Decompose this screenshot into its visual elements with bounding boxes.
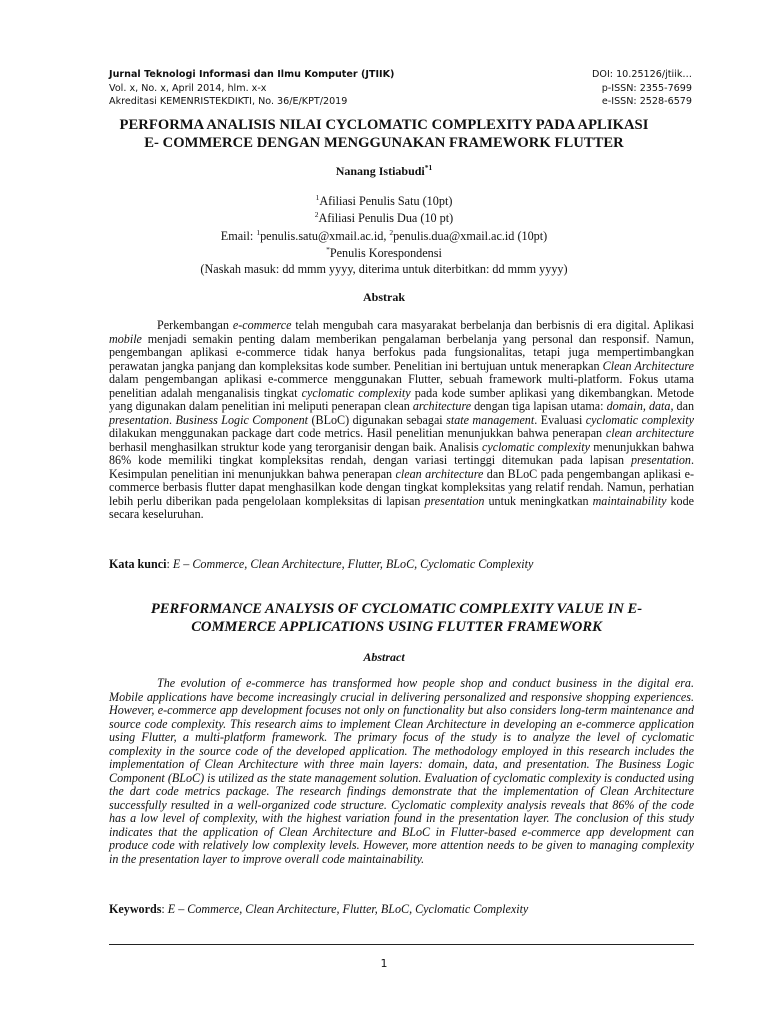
paper-title [100, 116, 668, 152]
abstrak-text: berhasil menghasilkan struktur kode yang terorganisir dengan baik. Analisis [109, 439, 482, 454]
abstrak-heading: Abstrak [362, 290, 405, 304]
abstrak-text: . Kesimpulan penelitian ini menunjukkan bahwa penerapan [109, 453, 694, 481]
email-1-sup: 1 [256, 227, 261, 237]
journal-name: Jurnal Teknologi Informasi dan Ilmu Komputer (JTIIK) [109, 69, 395, 80]
author-name: Nanang Istiabudi [335, 164, 425, 178]
paper-title-line-1: PERFORMA ANALISIS NILAI CYCLOMATIC COMPLEXITY PADA APLIKASI [119, 117, 649, 133]
abstrak-text: menunjukkan bahwa 86% kode memiliki tingkat kompleksitas rendah, dengan variasi tertinggi ditemukan pada lapisan [109, 439, 694, 467]
abstrak-italic: cyclomatic complexity [301, 385, 411, 400]
email-2-sup: 2 [389, 227, 394, 237]
abstrak-text: dilakukan menggunakan package dart code metrics. Hasil penelitian menunjukkan bahwa penerapan [109, 426, 606, 440]
doi: DOI: 10.25126/jtiik… [592, 69, 692, 80]
volume-info: Vol. x, No. x, April 2014, hlm. x-x [109, 82, 267, 94]
abstrak-text: dan [673, 399, 695, 413]
abstrak-italic: domain, data, [606, 399, 674, 413]
abstrak-italic: clean architecture [605, 426, 694, 440]
abstrak-italic: state management [446, 412, 535, 427]
affiliation-1: Afiliasi Penulis Satu (10pt) [319, 194, 453, 209]
abstrak-italic: cyclomatic complexity [481, 439, 591, 454]
affiliation-1-sup: 1 [315, 193, 320, 202]
accreditation: Akreditasi KEMENRISTEKDIKTI, No. 36/E/KPT/2019 [109, 96, 348, 107]
abstrak-italic: Business Logic Component [175, 412, 309, 427]
english-title-line-1: PERFORMANCE ANALYSIS OF CYCLOMATIC COMPLEXITY VALUE IN E- [150, 601, 643, 617]
abstract-heading: Abstract [363, 650, 405, 664]
author-sup: *1 [424, 163, 433, 172]
kata-kunci-value: E – Commerce, Clean Architecture, Flutter, BLoC, Cyclomatic Complexity [172, 557, 534, 571]
abstract-body [109, 677, 694, 866]
email-2: penulis.dua@xmail.ac.id (10pt) [393, 228, 548, 243]
abstrak-text: untuk meningkatkan [484, 493, 593, 508]
page-number: 1 [380, 957, 388, 970]
affiliation-2-sup: 2 [314, 210, 319, 220]
abstrak-text: menjadi semakin penting dalam memberikan pengalaman berbelanja yang personal dan responsif. Namun, pengembangan aplikasi e-commerce tidak hanya berfokus pada fungsionalitas, tetapi juga mempertimbangkan perawatan jangka panjang dan kompleksitas kode sumber. Penelitian ini bertujuan untuk menerapkan [109, 331, 694, 373]
paper-title-line-2: E- COMMERCE DENGAN MENGGUNAKAN FRAMEWORK FLUTTER [144, 135, 624, 151]
keywords-colon: : [161, 902, 168, 916]
abstrak-text: dalam pengembangan aplikasi e-commerce menggunakan Flutter, sebuah framework multi-platform. Fokus utama penelitian adalah menganalisis tingkat [109, 372, 694, 400]
abstrak-body [109, 319, 694, 522]
kata-kunci-label: Kata kunci [109, 557, 167, 571]
english-title-line-2: COMMERCE APPLICATIONS USING FLUTTER FRAMEWORK [191, 619, 602, 635]
keywords-label: Keywords [109, 902, 162, 916]
abstrak-text: telah mengubah cara masyarakat berbelanja dan berbisnis di era digital. Aplikasi [291, 318, 694, 332]
keywords-value: E – Commerce, Clean Architecture, Flutter, BLoC, Cyclomatic Complexity [167, 902, 529, 916]
e-issn: e-ISSN: 2528-6579 [601, 96, 692, 107]
email-1: penulis.satu@xmail.ac.id, [260, 228, 390, 243]
footer-divider [109, 944, 694, 945]
author [0, 163, 768, 179]
abstrak-italic: maintainability [592, 493, 667, 508]
affiliation-2: Afiliasi Penulis Dua (10 pt) [318, 211, 454, 226]
abstrak-text: . [169, 412, 176, 427]
abstrak-italic: mobile [109, 331, 142, 346]
journal-header [109, 68, 692, 109]
abstrak-italic: presentation [630, 453, 691, 467]
abstrak-text: kode secara keseluruhan. [109, 493, 694, 521]
abstrak-italic: clean architecture [395, 466, 484, 481]
abstrak-italic: Clean Architecture [602, 358, 694, 373]
abstrak-italic: architecture [412, 399, 472, 413]
email-line [0, 226, 768, 243]
keywords [109, 902, 528, 917]
abstrak-text: dan BLoC pada pengembangan aplikasi e-commerce berbasis flutter dapat menghasilkan kode dengan tingkat kompleksitas yang relatif rendah. Namun, perhatian lebih perlu diberikan pada pengelolaan kompleksitas di lapisan [109, 466, 694, 508]
p-issn: p-ISSN: 2355-7699 [601, 82, 692, 94]
abstrak-italic: cyclomatic complexity [585, 412, 695, 427]
email-label: Email: [220, 228, 257, 243]
received-dates: (Naskah masuk: dd mmm yyyy, diterima untuk diterbitkan: dd mmm yyyy) [200, 262, 568, 276]
affiliations [0, 191, 768, 260]
abstrak-text: dengan tiga lapisan utama: [471, 399, 607, 413]
abstrak-italic: presentation [109, 412, 170, 427]
kata-kunci [109, 557, 533, 572]
abstrak-text: pada kode sumber aplikasi yang dikembangkan. Metode yang digunakan dalam penelitian ini meliputi penerapan clean [109, 385, 694, 413]
abstrak-text: (BLoC) digunakan sebagai [308, 412, 447, 427]
kata-kunci-colon: : [166, 557, 173, 571]
corresponding-author: Penulis Korespondensi [329, 245, 442, 260]
abstrak-text: Perkembangan [157, 318, 233, 332]
abstrak-text: . Evaluasi [534, 412, 586, 427]
abstrak-italic: e-commerce [232, 318, 292, 332]
corresponding-sup: * [326, 244, 330, 254]
abstrak-italic: presentation [424, 493, 485, 508]
abstract-text: The evolution of e-commerce has transformed how people shop and conduct business in the digital era. Mobile applications have become increasingly crucial in delivering personalized and responsive shopping experiences. However, e-commerce app development focuses not only on functionality but also considers long-term maintenance and source code complexity. This research aims to implement Clean Architecture in developing an e-commerce application using Flutter, a multi-platform framework. The primary focus of the study is to analyze the level of cyclomatic complexity in the source code of the developed application. The methodology employed in this research includes the implementation of Clean Architecture with three main layers: domain, data, and presentation. The Business Logic Component (BLoC) is utilized as the state management solution. Evaluation of cyclomatic complexity is conducted using the dart code metrics package. The research findings demonstrate that the implementation of Clean Architecture successfully resulted in a well-organized code structure. Cyclomatic complexity analysis reveals that 86% of the code has a low level of complexity, with the highest variation found in the presentation layer. The conclusion of this study indicates that the application of Clean Architecture and BLoC in Flutter-based e-commerce app development can produce code with relatively low complexity levels. However, more attention needs to be given to managing complexity in the presentation layer to improve overall code maintainability. [109, 676, 694, 866]
english-title [125, 600, 668, 636]
